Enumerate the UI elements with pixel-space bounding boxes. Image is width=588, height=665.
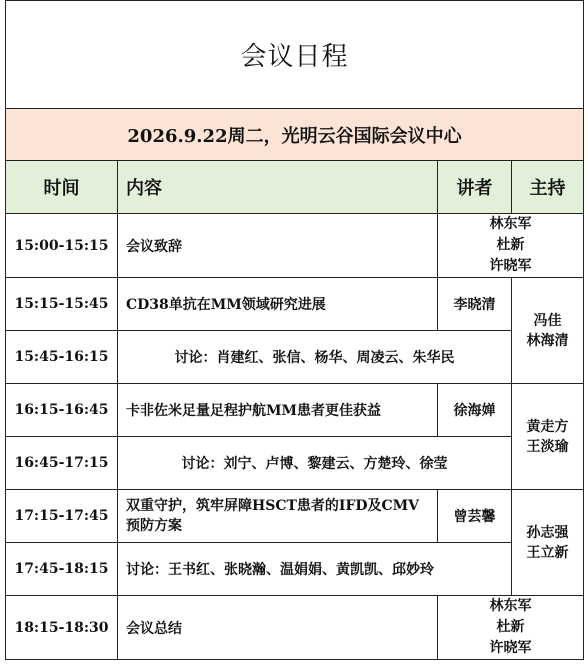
- session-speaker: 李晓清: [438, 278, 512, 331]
- table-row: [6, 278, 584, 331]
- session-speaker: 徐海婵: [438, 384, 512, 437]
- host-cell: [512, 490, 584, 596]
- session-content: CD38单抗在MM领域研究进展: [118, 278, 438, 331]
- discussion-panel: 讨论：肖建红、张信、杨华、周凌云、朱华民: [118, 331, 512, 384]
- table-row: [6, 437, 584, 490]
- agenda-sheet: [5, 0, 583, 660]
- session-content: [118, 490, 438, 543]
- table-row: [6, 214, 584, 278]
- session-time: 15:45-16:15: [6, 331, 118, 384]
- table-row: [6, 490, 584, 543]
- agenda-title: 会议日程: [6, 1, 584, 109]
- table-row: [6, 331, 584, 384]
- session-time: 17:15-17:45: [6, 490, 118, 543]
- content-line: 预防方案: [126, 518, 182, 534]
- host-name: 王立新: [526, 544, 569, 561]
- session-time: 16:45-17:15: [6, 437, 118, 490]
- speaker-name: 林东军: [489, 216, 532, 232]
- host-cell: [512, 384, 584, 490]
- header-time: 时间: [6, 161, 118, 214]
- session-speaker: 曾芸馨: [438, 490, 512, 543]
- session-time: 15:15-15:45: [6, 278, 118, 331]
- date-venue-line: 2026.9.22周二，光明云谷国际会议中心: [6, 109, 584, 161]
- speaker-group-closing: [438, 596, 584, 660]
- session-time: 18:15-18:30: [6, 596, 118, 660]
- session-content: 卡非佐米足量足程护航MM患者更佳获益: [118, 384, 438, 437]
- header-speaker: 讲者: [438, 161, 512, 214]
- session-time: 17:45-18:15: [6, 543, 118, 596]
- speaker-group-opening: [438, 214, 584, 278]
- header-host: 主持: [512, 161, 584, 214]
- session-content: 会议总结: [118, 596, 438, 660]
- content-line: 双重守护，筑牢屏障HSCT患者的IFD及CMV: [126, 498, 420, 514]
- host-name: 黄走方: [526, 418, 569, 435]
- header-row: [6, 161, 584, 214]
- host-name: 王淡瑜: [526, 438, 569, 455]
- speaker-name: 许晓军: [489, 258, 532, 274]
- host-name: 孙志强: [526, 524, 569, 541]
- session-time: 15:00-15:15: [6, 214, 118, 278]
- session-time: 16:15-16:45: [6, 384, 118, 437]
- discussion-panel: 讨论：刘宁、卢博、黎建云、方楚玲、徐莹: [118, 437, 512, 490]
- agenda-table: [5, 0, 584, 660]
- speaker-name: 林东军: [489, 598, 532, 614]
- header-content: 内容: [118, 161, 438, 214]
- host-name: 林海清: [526, 332, 569, 349]
- speaker-name: 许晓军: [489, 640, 532, 656]
- session-content: 会议致辞: [118, 214, 438, 278]
- table-row: [6, 596, 584, 660]
- host-name: 冯佳: [533, 312, 562, 329]
- discussion-panel: 讨论：王书红、张晓瀚、温娟娟、黄凯凯、邱妙玲: [118, 543, 512, 596]
- speaker-name: 杜新: [496, 237, 525, 253]
- table-row: [6, 543, 584, 596]
- host-cell: [512, 278, 584, 384]
- speaker-name: 杜新: [496, 619, 525, 635]
- table-row: [6, 384, 584, 437]
